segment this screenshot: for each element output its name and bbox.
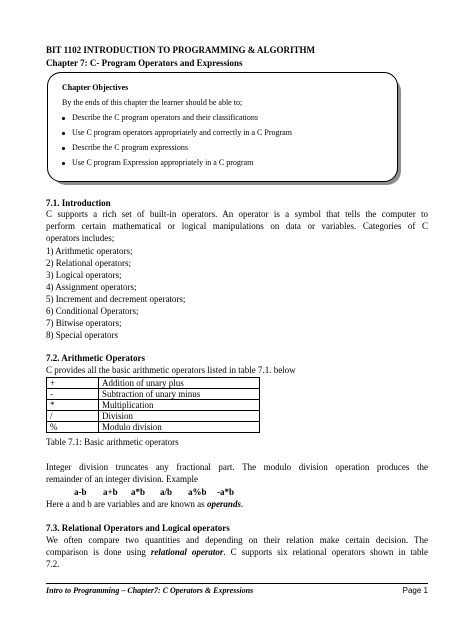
example-expression: a-b	[74, 487, 87, 497]
list-item: 4) Assignment operators;	[46, 282, 137, 292]
footer-title: Intro to Programming – Chapter7: C Operators & Expressions	[46, 586, 254, 595]
operands-note	[46, 499, 243, 510]
table-row	[47, 389, 260, 400]
bullet-icon	[62, 132, 65, 135]
paragraph-line: Integer division truncates any fractional part. The modulo division operation produces the	[46, 462, 428, 472]
objective-item: Describe the C program expressions	[72, 143, 188, 152]
paragraph-line: remainder of an integer division. Example	[46, 474, 198, 484]
table-row	[47, 422, 260, 433]
list-item: 1) Arithmetic operators;	[46, 246, 133, 256]
page-number: Page 1	[402, 586, 428, 595]
table-row	[47, 378, 260, 389]
relational-text-post: . C supports six relational operators shown in table	[223, 547, 428, 557]
table-caption: Table 7.1: Basic arithmetic operators	[46, 437, 179, 447]
example-expression: a%b	[188, 487, 207, 497]
paragraph-line: We often compare two quantities and depending on their relation make certain decision. The	[46, 535, 428, 545]
operands-note-text: Here a and b are variables and are known as	[46, 499, 207, 509]
example-expression: a*b	[131, 487, 146, 497]
paragraph-line: operators includes;	[46, 233, 115, 243]
operands-term: operands	[206, 499, 241, 509]
objective-item: Describe the C program operators and their classifications	[72, 113, 258, 122]
list-item: 7) Bitwise operators;	[46, 318, 122, 328]
operator-symbol: %	[47, 422, 99, 433]
example-expression: a/b	[160, 487, 173, 497]
bullet-icon	[62, 147, 65, 150]
relational-text-pre: comparison is done using	[46, 547, 151, 557]
list-item: 2) Relational operators;	[46, 258, 131, 268]
operands-note-end: .	[240, 499, 244, 509]
course-title: BIT 1102 INTRODUCTION TO PROGRAMMING & ALGORITHM	[46, 45, 316, 55]
paragraph-line: perform certain mathematical or logical manipulations on data or variables. Categories of C	[46, 221, 428, 231]
list-item: 3) Logical operators;	[46, 270, 122, 280]
example-expression: -a*b	[217, 487, 235, 497]
arithmetic-operators-table	[46, 377, 260, 433]
operator-meaning: Subtraction of unary minus	[99, 389, 260, 400]
operator-meaning: Division	[99, 411, 260, 422]
objective-item: Use C program operators appropriately and correctly in a C Program	[72, 128, 292, 137]
relational-operator-term: relational operator	[150, 547, 224, 557]
section-heading-arithmetic: 7.2. Arithmetic Operators	[46, 353, 145, 363]
objectives-intro: By the ends of this chapter the learner should be able to;	[62, 98, 243, 107]
section-heading-relational: 7.3. Relational Operators and Logical operators	[46, 523, 230, 533]
list-item: 8) Special operators	[46, 330, 118, 340]
paragraph-line	[46, 547, 428, 558]
footer-divider	[46, 583, 428, 584]
operator-meaning: Modulo division	[99, 422, 260, 433]
list-item: 5) Increment and decrement operators;	[46, 294, 186, 304]
paragraph-line: 7.2.	[46, 559, 60, 569]
list-item: 6) Conditional Operators;	[46, 306, 139, 316]
chapter-title: Chapter 7: C- Program Operators and Expressions	[46, 58, 243, 68]
bullet-icon	[62, 117, 65, 120]
section-heading-introduction: 7.1. Introduction	[46, 198, 111, 208]
bullet-icon	[62, 162, 65, 165]
arithmetic-intro: C provides all the basic arithmetic operators listed in table 7.1. below	[46, 365, 296, 375]
operator-symbol: +	[47, 378, 99, 389]
operator-meaning: Multiplication	[99, 400, 260, 411]
operator-symbol: /	[47, 411, 99, 422]
operator-symbol: *	[47, 400, 99, 411]
table-row	[47, 411, 260, 422]
operator-meaning: Addition of unary plus	[99, 378, 260, 389]
table-row	[47, 400, 260, 411]
paragraph-line: C supports a rich set of built-in operators. An operator is a symbol that tells the computer to	[46, 209, 428, 219]
example-expression: a+b	[103, 487, 118, 497]
operator-symbol: -	[47, 389, 99, 400]
objective-item: Use C program Expression appropriately in a C program	[72, 158, 254, 167]
objectives-title: Chapter Objectives	[62, 83, 129, 92]
